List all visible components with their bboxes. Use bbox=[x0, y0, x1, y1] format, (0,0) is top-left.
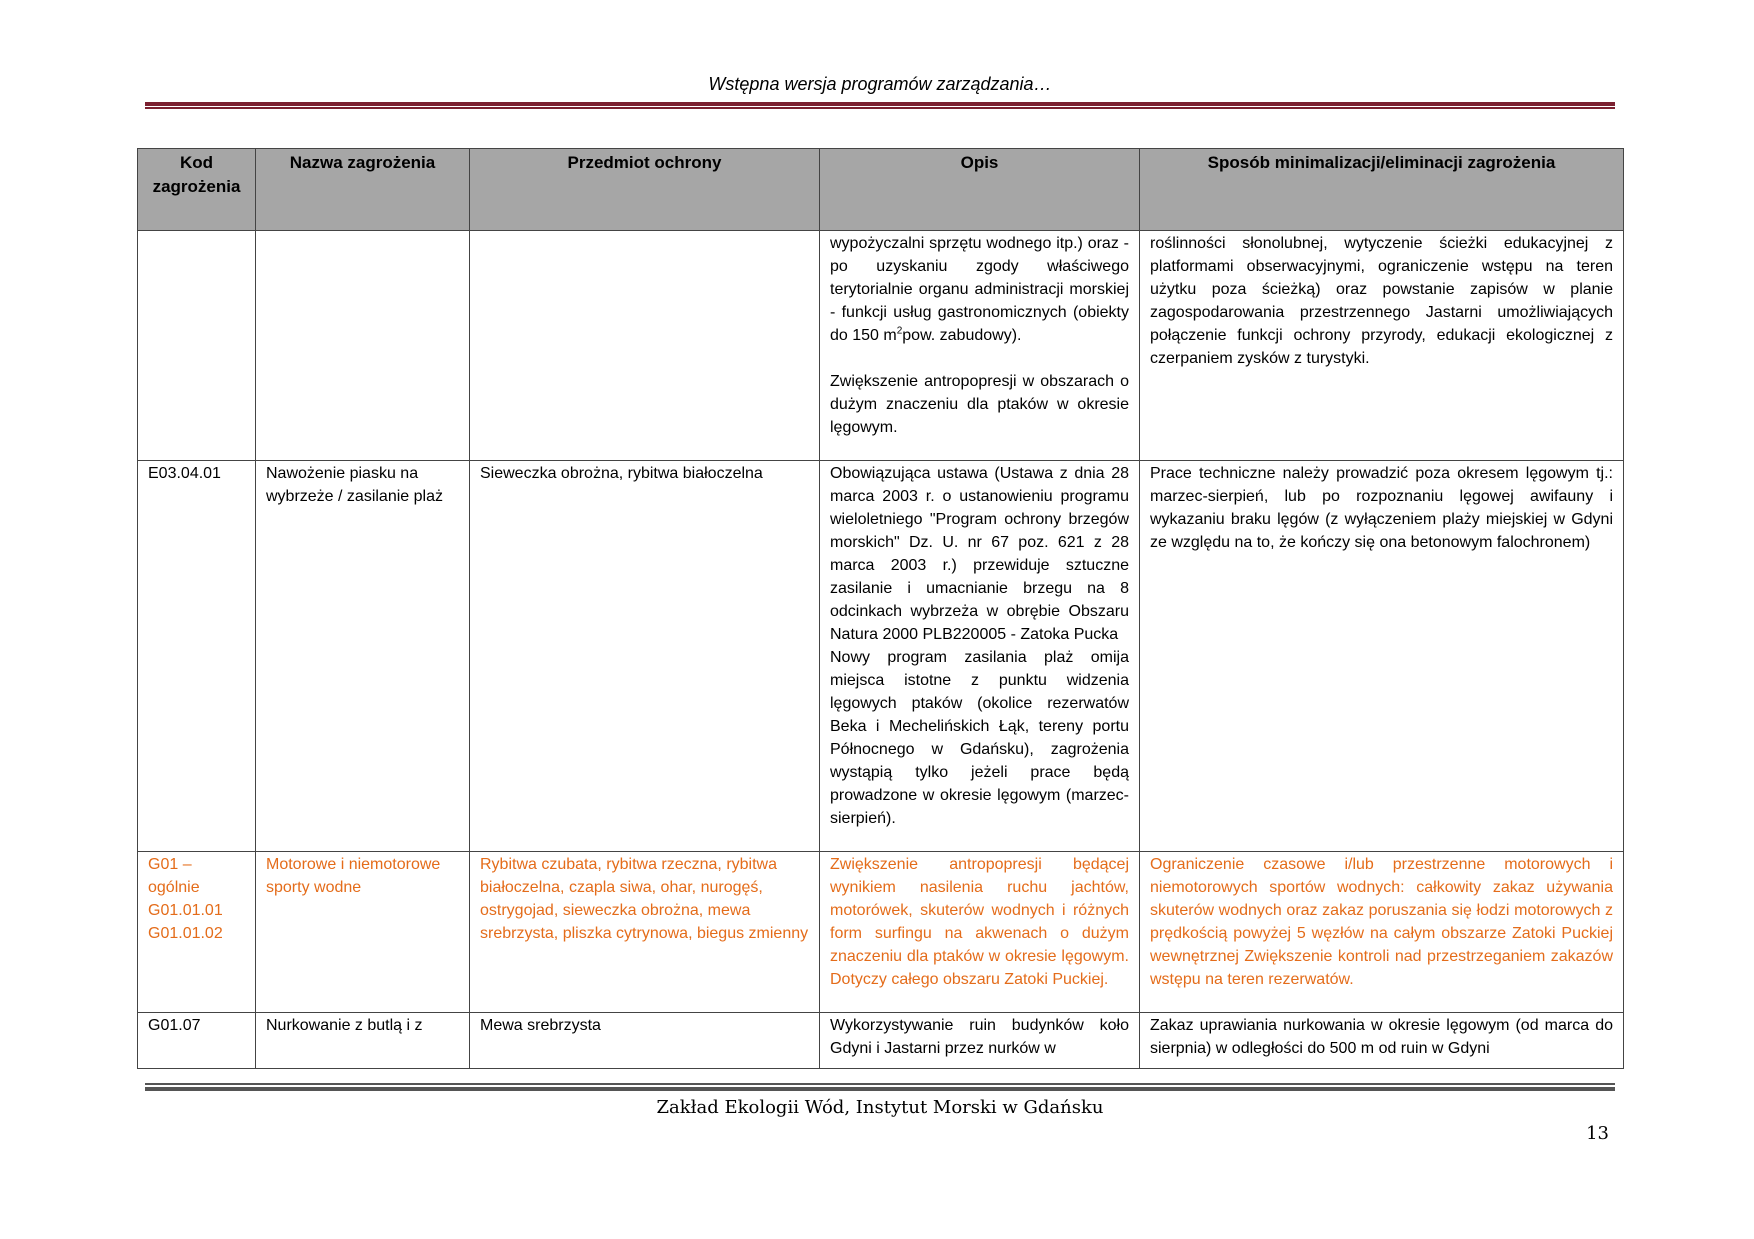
column-header-description: Opis bbox=[820, 149, 1140, 231]
cell-description bbox=[820, 231, 1140, 461]
description-paragraph: Obowiązująca ustawa (Ustawa z dnia 28 marca 2003 r. o ustanowieniu programu wieloletniego "Program ochrony brzegów morskich" Dz. U. nr 67 poz. 621 z 28 marca 2003 r.) przewiduje sztuczne zasilanie i umacnianie brzegu na 8 odcinkach wybrzeża w obrębie Obszaru Natura 2000 PLB220005 - Zatoka Pucka bbox=[830, 465, 1129, 643]
cell-name bbox=[256, 231, 470, 461]
description-paragraph: Zwiększenie antropopresji w obszarach o dużym znaczeniu dla ptaków w okresie lęgowym. bbox=[830, 373, 1129, 436]
description-text: pow. zabudowy). bbox=[902, 327, 1022, 344]
description-text: wypożyczalni sprzętu wodnego itp.) oraz - po uzyskaniu zgody właściwego terytorialnie organu administracji morskiej - funkcji usług gastronomicznych (obiekty do 150 m bbox=[830, 235, 1129, 344]
column-header-subject: Przedmiot ochrony bbox=[470, 149, 820, 231]
table-row bbox=[138, 461, 1624, 852]
column-header-code: Kod zagrożenia bbox=[138, 149, 256, 231]
column-header-name: Nazwa zagrożenia bbox=[256, 149, 470, 231]
cell-method: roślinności słonolubnej, wytyczenie ścieżki edukacyjnej z platformami obserwacyjnymi, ograniczenie wstępu na teren użytku poza ścieżką) oraz powstanie zapisów w planie zagospodarowania przestrzennego Jastarni umożliwiających połączenie funkcji ochrony przyrody, edukacji ekologicznej z czerpaniem zysków z turystyki. bbox=[1140, 231, 1624, 461]
cell-code: G01.07 bbox=[138, 1013, 256, 1069]
page-number: 13 bbox=[1586, 1123, 1609, 1144]
description-paragraph: Nowy program zasilania plaż omija miejsca istotne z punktu widzenia lęgowych ptaków (okolice rezerwatów Beka i Mechelińskich Łąk, tereny portu Północnego w Gdańsku), zagrożenia wystąpią tylko jeżeli prace będą prowadzone w okresie lęgowym (marzec-sierpień). bbox=[830, 649, 1129, 827]
cell-code bbox=[138, 231, 256, 461]
cell-name: Nawożenie piasku na wybrzeże / zasilanie plaż bbox=[256, 461, 470, 852]
cell-method: Zakaz uprawiania nurkowania w okresie lęgowym (od marca do sierpnia) w odległości do 500 m od ruin w Gdyni bbox=[1140, 1013, 1624, 1069]
header-rule-thick bbox=[145, 102, 1615, 106]
table-row bbox=[138, 231, 1624, 461]
cell-subject: Mewa srebrzysta bbox=[470, 1013, 820, 1069]
cell-subject: Rybitwa czubata, rybitwa rzeczna, rybitwa białoczelna, czapla siwa, ohar, nurogęś, ostrygojad, sieweczka obrożna, mewa srebrzysta, pliszka cytrynowa, biegus zmienny bbox=[470, 852, 820, 1013]
cell-subject bbox=[470, 231, 820, 461]
cell-code: E03.04.01 bbox=[138, 461, 256, 852]
cell-description: Wykorzystywanie ruin budynków koło Gdyni i Jastarni przez nurków w bbox=[820, 1013, 1140, 1069]
superscript-text: 2 bbox=[896, 325, 903, 337]
cell-name: Motorowe i niemotorowe sporty wodne bbox=[256, 852, 470, 1013]
page-header-title: Wstępna wersja programów zarządzania… bbox=[708, 74, 1052, 94]
cell-code bbox=[138, 852, 256, 1013]
column-header-method: Sposób minimalizacji/eliminacji zagrożenia bbox=[1140, 149, 1624, 231]
cell-description bbox=[820, 461, 1140, 852]
cell-name: Nurkowanie z butlą i z bbox=[256, 1013, 470, 1069]
threats-table bbox=[137, 148, 1624, 1069]
header-rule-thin bbox=[145, 107, 1615, 109]
table-row bbox=[138, 852, 1624, 1013]
code-line: G01.01.01 bbox=[148, 902, 223, 919]
code-line: G01.01.02 bbox=[148, 925, 223, 942]
table-row bbox=[138, 1013, 1624, 1069]
cell-method: Prace techniczne należy prowadzić poza okresem lęgowym tj.: marzec-sierpień, lub po rozpoznaniu lęgowej awifauny i wykazaniu braku lęgów (z wyłączeniem plaży miejskiej w Gdyni ze względu na to, że kończy się ona betonowym falochronem) bbox=[1140, 461, 1624, 852]
footer-rule-thick bbox=[145, 1087, 1615, 1091]
table-header-row bbox=[138, 149, 1624, 231]
code-line: ogólnie bbox=[148, 879, 200, 896]
cell-description: Zwiększenie antropopresji będącej wynikiem nasilenia ruchu jachtów, motorówek, skuterów wodnych i różnych form surfingu na akwenach o dużym znaczeniu dla ptaków w okresie lęgowym. Dotyczy całego obszaru Zatoki Puckiej. bbox=[820, 852, 1140, 1013]
footer-rule-thin bbox=[145, 1083, 1615, 1085]
code-line: G01 – bbox=[148, 856, 192, 873]
cell-subject: Sieweczka obrożna, rybitwa białoczelna bbox=[470, 461, 820, 852]
cell-method: Ograniczenie czasowe i/lub przestrzenne motorowych i niemotorowych sportów wodnych: całkowity zakaz używania skuterów wodnych oraz zakaz poruszania się łodzi motorowych z prędkością powyżej 5 węzłów na całym obszarze Zatoki Puckiej wewnętrznej Zwiększenie kontroli nad przestrzeganiem zakazów wstępu na teren rezerwatów. bbox=[1140, 852, 1624, 1013]
footer-institution: Zakład Ekologii Wód, Instytut Morski w Gdańsku bbox=[656, 1097, 1104, 1118]
